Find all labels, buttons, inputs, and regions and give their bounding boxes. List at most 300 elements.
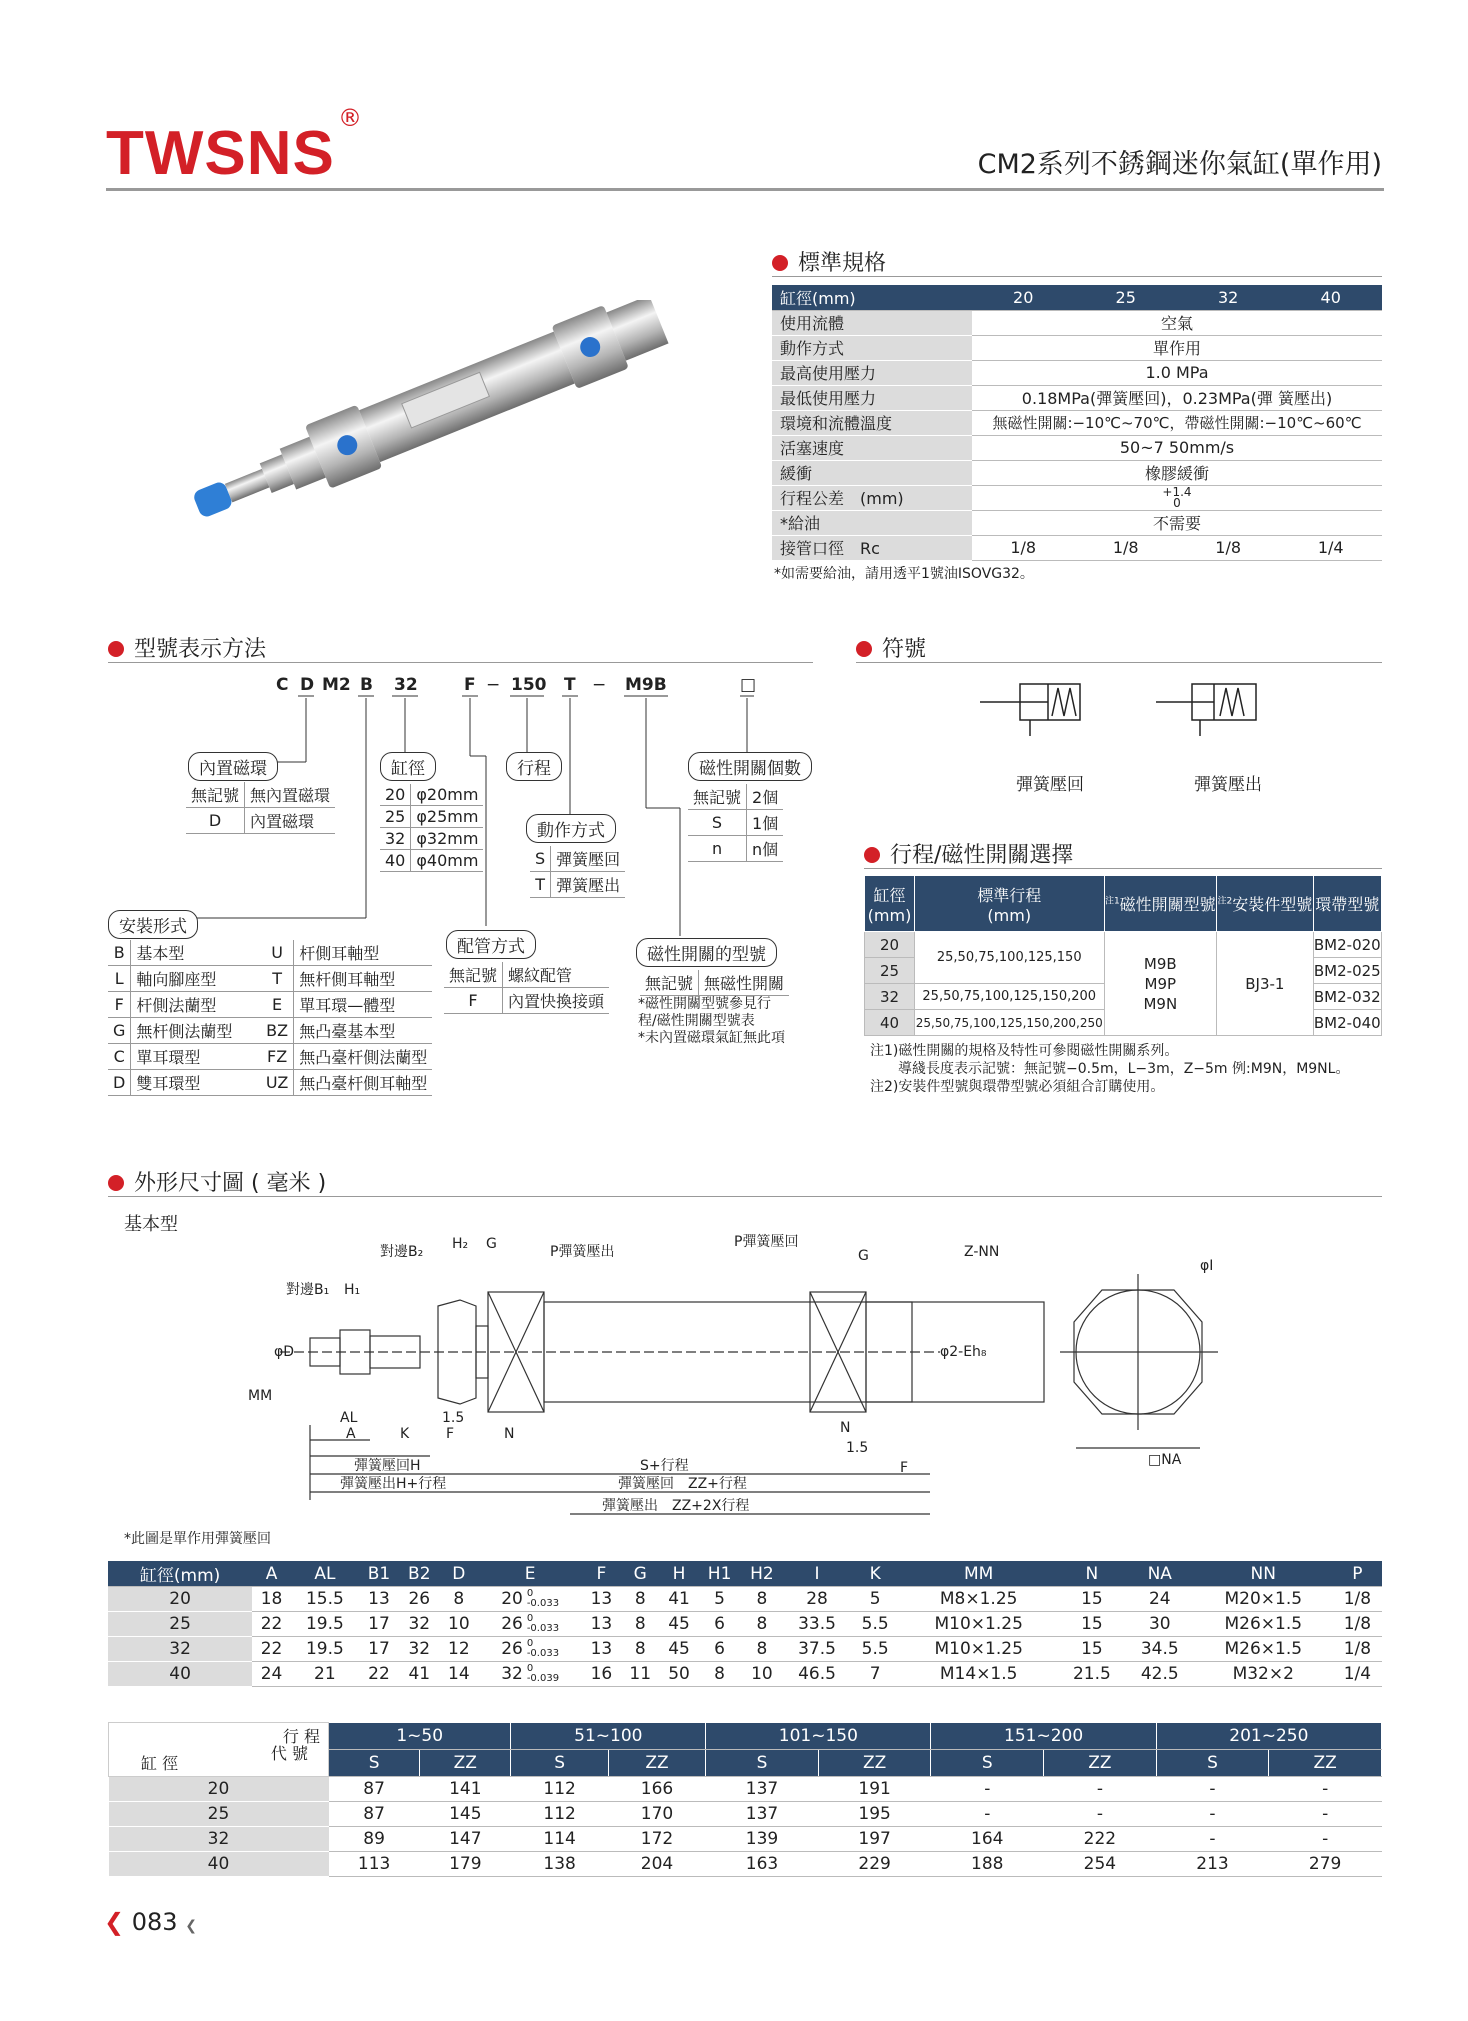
spec-bore-32: 32	[1177, 285, 1279, 310]
spec-value: 0.18MPa(彈簧壓回)，0.23MPa(彈 簧壓出)	[972, 385, 1382, 410]
stroke-cell: -	[931, 1802, 1044, 1827]
symbol-section-title	[856, 632, 926, 663]
dim-col-header: NA	[1126, 1561, 1194, 1587]
stroke-cell: 179	[420, 1852, 511, 1877]
option-code: F	[108, 992, 131, 1018]
tol-upper: 0	[526, 1613, 534, 1624]
dim-cell: 50	[660, 1662, 699, 1687]
col-band: 環帶型號	[1313, 876, 1381, 932]
dim-cell: 18	[252, 1587, 291, 1612]
dim-cell: M14×1.5	[899, 1662, 1058, 1687]
dim-tolerance	[527, 1614, 559, 1634]
option-desc: 1個	[747, 810, 784, 836]
option-desc: 軸向腳座型	[131, 966, 261, 992]
stroke-cell: 25,50,75,100,125,150,200	[915, 984, 1105, 1010]
dim-row	[108, 1662, 1382, 1687]
lbl-f2: F	[900, 1460, 909, 1476]
dim-cell: 33.5	[783, 1612, 851, 1637]
code-dash: −	[486, 675, 501, 695]
spec-bore-40: 40	[1279, 285, 1382, 310]
dim-cell: 28	[783, 1587, 851, 1612]
band-cell: BM2-025	[1313, 958, 1381, 984]
code-b: B	[360, 675, 373, 695]
corner-code: 代 號	[270, 1744, 308, 1763]
bullet-icon	[772, 255, 788, 271]
dim-cell: 1/4	[1333, 1662, 1382, 1687]
model-section-title	[108, 632, 266, 663]
option-desc: 無內置磁環	[245, 782, 336, 808]
range-header: 101~150	[706, 1723, 931, 1750]
dim-value: 26	[501, 1639, 523, 1659]
dim-cell: 30	[1126, 1612, 1194, 1637]
dim-cell: 13	[582, 1612, 621, 1637]
switch-model-table	[640, 970, 789, 996]
stroke-cell: 87	[329, 1802, 420, 1827]
bullet-icon	[108, 641, 124, 657]
option-desc: 杆側法蘭型	[131, 992, 261, 1018]
option-desc: 雙耳環型	[131, 1070, 261, 1096]
tol-lower: -0.033	[526, 1623, 560, 1634]
dim-cell: M10×1.25	[899, 1612, 1058, 1637]
spec-table	[772, 285, 1382, 561]
stroke-cell: -	[1156, 1777, 1269, 1802]
bullet-icon	[108, 1175, 124, 1191]
magnet-option	[188, 752, 278, 781]
dim-cell: 5.5	[851, 1637, 899, 1662]
option-desc: φ25mm	[411, 806, 484, 828]
option-desc: φ20mm	[411, 784, 484, 806]
dim-col-header: H1	[698, 1561, 740, 1587]
stroke-cell: 163	[706, 1852, 819, 1877]
dim-cell: M8×1.25	[899, 1587, 1058, 1612]
dim-cell: 22	[252, 1612, 291, 1637]
option-desc: n個	[747, 836, 784, 862]
dim-col-header: H2	[741, 1561, 783, 1587]
dim-cell: 12	[439, 1637, 478, 1662]
option-desc: φ40mm	[411, 850, 484, 872]
band-cell: BM2-032	[1313, 984, 1381, 1010]
spec-label: 最高使用壓力	[772, 360, 972, 385]
lbl-b2: 對邊B₂	[380, 1244, 424, 1260]
switch-cell	[1104, 932, 1217, 1036]
spec-port-20: 1/8	[972, 535, 1074, 560]
option-code: E	[261, 992, 294, 1018]
dim-cell: M10×1.25	[899, 1637, 1058, 1662]
dim-col-header: I	[783, 1561, 851, 1587]
dim-cell: 13	[582, 1637, 621, 1662]
dim-cell: 8	[741, 1587, 783, 1612]
dim-cell: 40	[108, 1662, 252, 1687]
action-option	[526, 814, 616, 843]
stroke-cell: 114	[511, 1827, 608, 1852]
option-desc: 螺紋配管	[503, 962, 610, 988]
switch-selection-table	[864, 875, 1382, 1036]
stroke-cell: 204	[608, 1852, 705, 1877]
mount-table	[108, 940, 432, 1096]
dim-cell: 5	[698, 1587, 740, 1612]
lbl-g2: G	[858, 1248, 869, 1264]
sub-header: ZZ	[818, 1750, 931, 1777]
code-dash: −	[592, 675, 607, 695]
lbl-zz: 彈簧壓回 ZZ+行程	[618, 1476, 747, 1492]
dim-cell: 24	[1126, 1587, 1194, 1612]
bore-option	[380, 752, 436, 781]
stroke-cell: 113	[329, 1852, 420, 1877]
stroke-cell: 112	[511, 1777, 608, 1802]
code-150: 150	[511, 675, 547, 695]
spec-section-title	[772, 246, 886, 277]
dim-cell: 6	[698, 1612, 740, 1637]
range-header: 51~100	[511, 1723, 706, 1750]
stroke-row	[109, 1802, 1382, 1827]
stroke-row	[109, 1852, 1382, 1877]
dimension-drawing	[240, 1230, 1280, 1530]
dim-col-header: F	[582, 1561, 621, 1587]
spec-value: 單作用	[972, 335, 1382, 360]
note-line: 注1)磁性開關的規格及特性可參閱磁性開關系列。	[870, 1043, 1179, 1059]
option-code: T	[261, 966, 294, 992]
switch-model: M9P	[1144, 974, 1177, 993]
range-header: 1~50	[329, 1723, 511, 1750]
code-box: □	[740, 675, 757, 695]
switch-section-title	[864, 838, 1073, 869]
mount-option	[108, 910, 198, 939]
dim-cell: 5.5	[851, 1612, 899, 1637]
tol-lower: -0.033	[526, 1598, 560, 1609]
sub-header: S	[1156, 1750, 1269, 1777]
dim-cell: M26×1.5	[1194, 1637, 1333, 1662]
bore-cell: 20	[865, 932, 915, 958]
stroke-cell: 279	[1269, 1852, 1382, 1877]
lbl-p1: P彈簧壓出	[550, 1244, 615, 1260]
lbl-mm: MM	[248, 1388, 273, 1404]
dim-cell: 1/8	[1333, 1637, 1382, 1662]
bracket-cell: BJ3-1	[1217, 932, 1314, 1036]
page-number-text: 083	[131, 1908, 178, 1936]
stroke-cell: -	[1156, 1827, 1269, 1852]
dim-col-header: N	[1058, 1561, 1126, 1587]
option-code: UZ	[261, 1070, 294, 1096]
dim-cell: 15.5	[291, 1587, 359, 1612]
note-line: 注2)安裝件型號與環帶型號必須組合訂購使用。	[870, 1079, 1165, 1095]
lbl-al: AL	[340, 1410, 358, 1426]
spec-bore-20: 20	[972, 285, 1074, 310]
dim-cell: 32	[399, 1612, 439, 1637]
code-f: F	[464, 675, 476, 695]
sub-header: S	[511, 1750, 608, 1777]
option-desc: 無杆側耳軸型	[294, 966, 433, 992]
option-desc: 單耳環型	[131, 1044, 261, 1070]
stroke-cell: 164	[931, 1827, 1044, 1852]
dim-col-header: K	[851, 1561, 899, 1587]
prev-arrow-icon: ❮	[104, 1908, 125, 1936]
spec-note: *如需要給油，請用透平1號油ISOVG32。	[774, 566, 1034, 582]
dim-col-header: 缸徑(mm)	[108, 1561, 252, 1587]
lbl-h: 彈簧壓回H	[354, 1458, 421, 1474]
stroke-cell: -	[1044, 1777, 1157, 1802]
dim-cell: 1/8	[1333, 1587, 1382, 1612]
stroke-cell: 145	[420, 1802, 511, 1827]
option-desc: 無凸臺杆側耳軸型	[294, 1070, 433, 1096]
option-desc: 內置磁環	[245, 808, 336, 834]
dim-cell: 20	[108, 1587, 252, 1612]
lbl-d: φD	[274, 1344, 295, 1360]
dim-row	[108, 1587, 1382, 1612]
cylinder-product-image	[170, 300, 690, 530]
option-desc: 彈簧壓出	[551, 872, 626, 898]
dim-cell: 21.5	[1058, 1662, 1126, 1687]
lbl-h2: H₂	[452, 1236, 469, 1252]
option-code: S	[688, 810, 747, 836]
dim-cell: 25	[108, 1612, 252, 1637]
stroke-cell: 20	[109, 1777, 329, 1802]
option-code: 32	[380, 828, 411, 850]
stroke-cell: 141	[420, 1777, 511, 1802]
dim-cell: 16	[582, 1662, 621, 1687]
spec-value: 無磁性開關:−10℃~70℃，帶磁性開關:−10℃~60℃	[972, 410, 1382, 435]
option-code: 無記號	[444, 962, 503, 988]
lbl-n2: N	[840, 1420, 851, 1436]
lbl-zz2: 彈簧壓出 ZZ+2X行程	[602, 1498, 750, 1514]
stroke-cell: -	[1269, 1777, 1382, 1802]
dim-cell: 15	[1058, 1637, 1126, 1662]
stroke-tolerance-value	[972, 485, 1382, 510]
option-code: L	[108, 966, 131, 992]
dim-col-header: P	[1333, 1561, 1382, 1587]
lbl-s: S+行程	[640, 1458, 689, 1474]
spec-header-row	[772, 285, 1382, 310]
spec-value: 不需要	[972, 510, 1382, 535]
spec-port-label: 接管口徑 Rc	[772, 535, 972, 560]
dim-row	[108, 1612, 1382, 1637]
switch-divider	[864, 868, 1382, 869]
sub-header: S	[706, 1750, 819, 1777]
dim-cell: 17	[359, 1612, 399, 1637]
switch-notes	[870, 1042, 1349, 1096]
model-heading: 型號表示方法	[134, 637, 267, 662]
lbl-znn: Z-NN	[964, 1244, 1000, 1260]
stroke-cell: 229	[818, 1852, 931, 1877]
dim-col-header: MM	[899, 1561, 1058, 1587]
magnet-table	[186, 782, 335, 834]
option-code: S	[530, 846, 551, 872]
lbl-i: φI	[1200, 1258, 1214, 1274]
piping-title: 配管方式	[446, 930, 536, 959]
stroke-row	[109, 1777, 1382, 1802]
dim-cell: M20×1.5	[1194, 1587, 1333, 1612]
option-desc: 單耳環—體型	[294, 992, 433, 1018]
stroke-cell: 195	[818, 1802, 931, 1827]
stroke-title: 行程	[506, 752, 562, 781]
option-code: 40	[380, 850, 411, 872]
tol-upper: 0	[526, 1638, 534, 1649]
dim-header-row	[108, 1561, 1382, 1587]
stroke-cell: -	[1269, 1827, 1382, 1852]
sub-header: ZZ	[420, 1750, 511, 1777]
switch-model-option	[636, 938, 777, 967]
spec-port-40: 1/4	[1279, 535, 1382, 560]
dim-cell: 41	[399, 1662, 439, 1687]
drawing-heading: 外形尺寸圖 ( 毫米 )	[134, 1171, 327, 1196]
dim-cell: 8	[439, 1587, 478, 1612]
symbol-label-return: 彈簧壓回	[1016, 775, 1084, 795]
col-switch	[1104, 876, 1217, 932]
dim-cell: 8	[621, 1612, 660, 1637]
code-t: T	[564, 675, 576, 695]
bore-cell: 40	[865, 1010, 915, 1036]
dim-cell: 10	[439, 1612, 478, 1637]
lbl-a: A	[346, 1426, 356, 1442]
band-cell: BM2-020	[1313, 932, 1381, 958]
note-line: 導綫長度表示記號：無記號−0.5m，L−3m，Z−5m 例:M9N，M9NL。	[898, 1061, 1350, 1077]
stroke-row	[109, 1827, 1382, 1852]
stroke-cell: 89	[329, 1827, 420, 1852]
dim-cell: 45	[660, 1612, 699, 1637]
dim-cell: 7	[851, 1662, 899, 1687]
piping-option	[446, 930, 536, 959]
spec-label: 緩衝	[772, 460, 972, 485]
spec-value: 50~7 50mm/s	[972, 435, 1382, 460]
dim-cell: 8	[621, 1637, 660, 1662]
option-code: FZ	[261, 1044, 294, 1070]
dim-cell: 34.5	[1126, 1637, 1194, 1662]
switch-model: M9B	[1143, 954, 1177, 973]
option-desc: 無凸臺杆側法蘭型	[294, 1044, 433, 1070]
stroke-option	[506, 752, 562, 781]
dim-cell: 24	[252, 1662, 291, 1687]
dim-cell: M32×2	[1194, 1662, 1333, 1687]
model-divider	[108, 662, 813, 663]
dim-cell: 26	[399, 1587, 439, 1612]
spec-value: 空氣	[972, 310, 1382, 335]
dim-cell: 41	[660, 1587, 699, 1612]
tol-lower: 0	[1173, 495, 1181, 510]
dim-cell: 1/8	[1333, 1612, 1382, 1637]
stroke-cell: 137	[706, 1777, 819, 1802]
col-bore: 缸徑 (mm)	[865, 876, 915, 932]
dim-cell-e	[478, 1662, 582, 1687]
stroke-cell: 197	[818, 1827, 931, 1852]
option-code: 25	[380, 806, 411, 828]
header-divider	[106, 188, 1384, 191]
lbl-p2: P彈簧壓回	[734, 1234, 799, 1250]
dim-cell: 8	[698, 1662, 740, 1687]
option-desc: 內置快換接頭	[503, 988, 610, 1014]
dim-cell: 6	[698, 1637, 740, 1662]
corner-bore: 缸 徑	[141, 1754, 179, 1773]
switch-heading: 行程/磁性開關選擇	[890, 843, 1074, 868]
dimensions-table	[108, 1561, 1382, 1687]
option-desc: 2個	[747, 784, 784, 810]
switch-model-title: 磁性開關的型號	[636, 938, 777, 967]
dim-cell: M26×1.5	[1194, 1612, 1333, 1637]
dim-cell: 15	[1058, 1612, 1126, 1637]
spec-label: *給油	[772, 510, 972, 535]
dim-tolerance	[527, 1589, 559, 1609]
dim-cell: 13	[582, 1587, 621, 1612]
mount-title: 安裝形式	[108, 910, 198, 939]
dim-col-header: NN	[1194, 1561, 1333, 1587]
sub-header: S	[931, 1750, 1044, 1777]
option-code: T	[530, 872, 551, 898]
drawing-note: *此圖是單作用彈簧壓回	[124, 1531, 271, 1547]
col-switch-label: 磁性開關型號	[1119, 895, 1216, 914]
dim-value: 26	[501, 1614, 523, 1634]
option-desc: 無凸臺基本型	[294, 1018, 433, 1044]
dim-cell: 32	[399, 1637, 439, 1662]
note-mark: 注1	[1104, 896, 1120, 907]
dim-cell: 10	[741, 1662, 783, 1687]
lbl-hs: 彈簧壓出H+行程	[340, 1476, 447, 1492]
drawing-subtitle: 基本型	[124, 1214, 178, 1235]
symbol-heading: 符號	[882, 637, 927, 662]
stroke-cell: 87	[329, 1777, 420, 1802]
sub-header: S	[329, 1750, 420, 1777]
bullet-icon	[856, 641, 872, 657]
dim-cell: 17	[359, 1637, 399, 1662]
spec-bore-label: 缸徑(mm)	[772, 285, 972, 310]
dim-cell: 22	[252, 1637, 291, 1662]
dim-col-header: G	[621, 1561, 660, 1587]
sub-header: ZZ	[1044, 1750, 1157, 1777]
option-code: BZ	[261, 1018, 294, 1044]
page-number	[104, 1908, 197, 1936]
note-line: *未內置磁環氣缸無此項	[638, 1030, 785, 1046]
stroke-cell: 25,50,75,100,125,150	[915, 932, 1105, 984]
option-desc: 無磁性開關	[699, 970, 790, 996]
option-code: 無記號	[688, 784, 747, 810]
dim-cell: 32	[108, 1637, 252, 1662]
pneumatic-symbols	[980, 676, 1270, 766]
spec-divider	[772, 276, 1382, 277]
bore-cell: 25	[865, 958, 915, 984]
dim-tolerance	[527, 1664, 559, 1684]
page-title: CM2系列不銹鋼迷你氣缸(單作用)	[977, 149, 1382, 180]
spec-port-32: 1/8	[1177, 535, 1279, 560]
spec-label: 環境和流體溫度	[772, 410, 972, 435]
range-header: 201~250	[1156, 1723, 1381, 1750]
option-desc: φ32mm	[411, 828, 484, 850]
col-stroke: 標準行程 (mm)	[915, 876, 1105, 932]
code-d: D	[300, 675, 315, 695]
dim-cell: 19.5	[291, 1612, 359, 1637]
note-mark: 注2	[1217, 896, 1233, 907]
dim-cell: 22	[359, 1662, 399, 1687]
band-cell: BM2-040	[1313, 1010, 1381, 1036]
corner-stroke: 行 程	[282, 1727, 320, 1746]
stroke-cell: 188	[931, 1852, 1044, 1877]
code-32: 32	[394, 675, 418, 695]
dim-cell: 45	[660, 1637, 699, 1662]
lbl-b1: 對邊B₁	[286, 1282, 330, 1298]
stroke-cell: 254	[1044, 1852, 1157, 1877]
stroke-cell: 112	[511, 1802, 608, 1827]
option-code: D	[108, 1070, 131, 1096]
stroke-table	[108, 1722, 1382, 1877]
bore-table	[380, 784, 483, 872]
spec-heading: 標準規格	[798, 251, 887, 276]
switch-model-notes	[638, 996, 785, 1047]
symbol-divider	[856, 662, 1382, 663]
col-bracket	[1217, 876, 1314, 932]
dim-cell: 11	[621, 1662, 660, 1687]
sub-header: ZZ	[608, 1750, 705, 1777]
code-m2: M2	[322, 675, 351, 695]
switch-count-title: 磁性開關個數	[688, 752, 812, 781]
option-code: D	[186, 808, 245, 834]
option-code: 無記號	[640, 970, 699, 996]
dim-col-header: AL	[291, 1561, 359, 1587]
